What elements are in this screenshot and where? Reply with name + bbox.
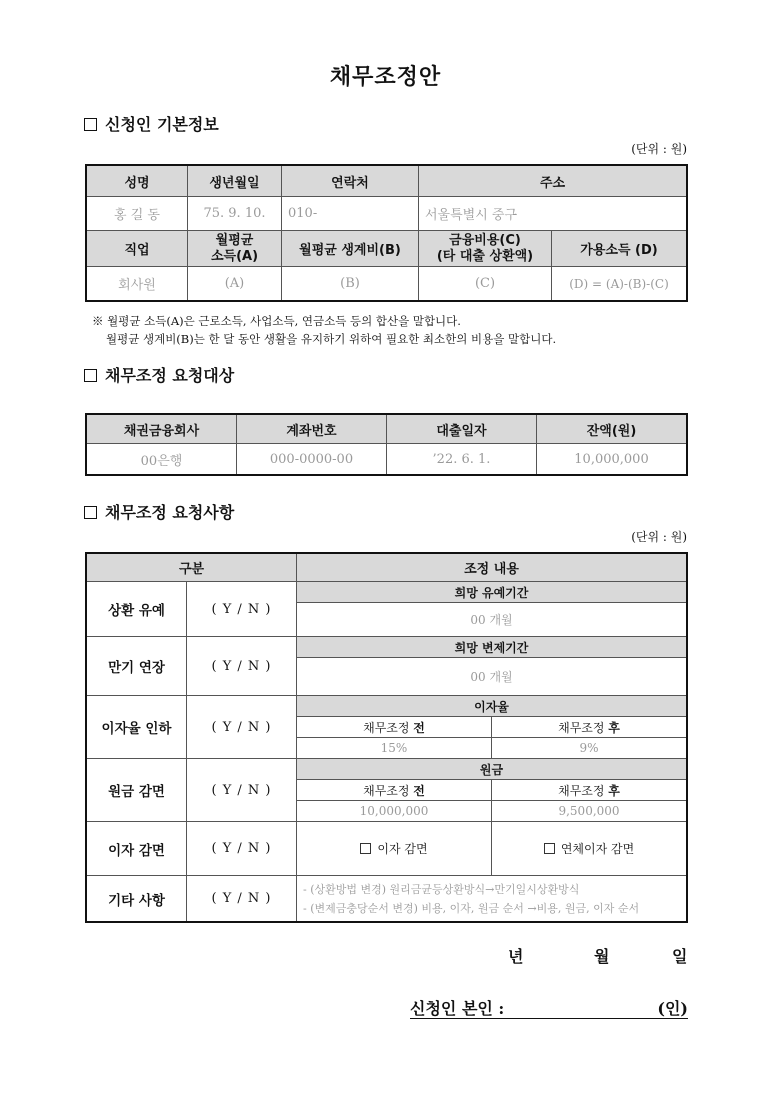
yn-interest-rate[interactable]: ( Y / N ) <box>187 696 297 759</box>
label-other: 기타 사항 <box>87 876 187 922</box>
value-balance: 10,000,000 <box>537 444 687 475</box>
square-bullet-icon <box>84 118 97 131</box>
value-living-cost: (B) <box>282 267 419 301</box>
header-category: 구분 <box>87 554 297 582</box>
value-occupation: 회사원 <box>87 267 188 301</box>
section-request-heading <box>84 500 234 523</box>
header-contact: 연락처 <box>282 166 419 197</box>
header-content: 조정 내용 <box>297 554 687 582</box>
after-label-text: 채무조정 <box>558 720 609 735</box>
target-table <box>86 414 687 475</box>
yn-deferral[interactable]: ( Y / N ) <box>187 582 297 637</box>
income-notes <box>92 312 556 348</box>
subheader-principal: 원금 <box>297 759 687 780</box>
principal-before-label <box>297 780 492 801</box>
interest-rate-before-label <box>297 717 492 738</box>
header-monthly-income-line1: 월평균 <box>215 232 254 248</box>
unit-label-2: (단위 : 원) <box>631 530 687 544</box>
value-creditor: 00은행 <box>87 444 237 475</box>
header-finance-cost <box>419 231 552 267</box>
other-details <box>297 876 687 922</box>
unit-label: (단위 : 원) <box>631 142 687 156</box>
label-extension: 만기 연장 <box>87 637 187 696</box>
signature-label: 신청인 본인 : <box>410 999 505 1018</box>
option-interest-waiver[interactable] <box>297 822 492 876</box>
subheader-deferral-period: 희망 유예기간 <box>297 582 687 603</box>
yn-other[interactable]: ( Y / N ) <box>187 876 297 922</box>
value-disposable-income: (D) = (A)-(B)-(C) <box>552 267 687 301</box>
option-late-interest-waiver[interactable] <box>492 822 687 876</box>
option-interest-waiver-label: 이자 감면 <box>377 842 428 856</box>
header-monthly-income-line2: 소득(A) <box>210 248 259 264</box>
date-month-label: 월 <box>594 947 610 966</box>
yn-interest-waiver[interactable]: ( Y / N ) <box>187 822 297 876</box>
value-monthly-income: (A) <box>188 267 282 301</box>
label-principal: 원금 감면 <box>87 759 187 822</box>
date-day-label: 일 <box>672 947 688 966</box>
label-interest-waiver: 이자 감면 <box>87 822 187 876</box>
document-title: 채무조정안 <box>329 64 442 90</box>
header-occupation: 직업 <box>87 231 188 267</box>
value-account: 000-0000-00 <box>237 444 387 475</box>
before-label-text: 채무조정 <box>363 720 414 735</box>
subheader-repayment-period: 희망 변제기간 <box>297 637 687 658</box>
header-creditor: 채권금융회사 <box>87 415 237 444</box>
note-line-2: 월평균 생계비(B)는 한 달 동안 생활을 유지하기 위하여 필요한 최소한의 비용을 말합니다. <box>106 332 557 346</box>
header-monthly-income <box>188 231 282 267</box>
checkbox-icon[interactable] <box>360 843 371 854</box>
header-living-cost: 월평균 생계비(B) <box>282 231 419 267</box>
subheader-interest-rate: 이자율 <box>297 696 687 717</box>
other-detail-line-1: - (상환방법 변경) 원리금균등상환방식→만기일시상환방식 <box>303 882 580 896</box>
header-balance: 잔액(원) <box>537 415 687 444</box>
request-table <box>86 553 687 922</box>
principal-before-value: 10,000,000 <box>297 801 492 822</box>
label-interest-rate: 이자율 인하 <box>87 696 187 759</box>
seal-mark: (인) <box>657 999 688 1018</box>
value-name: 홍 길 동 <box>87 197 188 231</box>
value-deferral-period: 00 개월 <box>297 603 687 637</box>
section-heading-text: 채무조정 요청사항 <box>105 503 235 522</box>
interest-rate-after-value: 9% <box>492 738 687 759</box>
before-label-text: 채무조정 <box>363 783 414 798</box>
note-line-1: ※ 월평균 소득(A)은 근로소득, 사업소득, 연금소득 등의 합산을 말합니다. <box>92 314 461 328</box>
section-applicant-info-heading <box>84 112 219 135</box>
value-birthdate: 75. 9. 10. <box>188 197 282 231</box>
section-heading-text: 채무조정 요청대상 <box>105 366 235 385</box>
value-loan-date: ’22. 6. 1. <box>387 444 537 475</box>
value-finance-cost: (C) <box>419 267 552 301</box>
section-heading-text: 신청인 기본정보 <box>105 115 219 134</box>
header-account: 계좌번호 <box>237 415 387 444</box>
square-bullet-icon <box>84 369 97 382</box>
square-bullet-icon <box>84 506 97 519</box>
principal-after-value: 9,500,000 <box>492 801 687 822</box>
yn-principal[interactable]: ( Y / N ) <box>187 759 297 822</box>
after-label-strong: 후 <box>608 783 620 798</box>
header-birthdate: 생년월일 <box>188 166 282 197</box>
before-label-strong: 전 <box>413 720 425 735</box>
section-target-heading <box>84 363 234 386</box>
header-loan-date: 대출일자 <box>387 415 537 444</box>
applicant-info-table <box>86 165 687 301</box>
header-address: 주소 <box>419 166 687 197</box>
checkbox-icon[interactable] <box>544 843 555 854</box>
interest-rate-before-value: 15% <box>297 738 492 759</box>
header-name: 성명 <box>87 166 188 197</box>
after-label-strong: 후 <box>608 720 620 735</box>
header-finance-cost-line1: 금융비용(C) <box>449 232 521 248</box>
label-deferral: 상환 유예 <box>87 582 187 637</box>
value-repayment-period: 00 개월 <box>297 658 687 696</box>
date-year-label: 년 <box>508 947 524 966</box>
after-label-text: 채무조정 <box>558 783 609 798</box>
value-contact: 010- <box>282 197 419 231</box>
other-detail-line-2: - (변제금충당순서 변경) 비용, 이자, 원금 순서 →비용, 원금, 이자 순서 <box>303 901 640 915</box>
yn-extension[interactable]: ( Y / N ) <box>187 637 297 696</box>
signature-line[interactable] <box>410 996 688 1019</box>
before-label-strong: 전 <box>413 783 425 798</box>
principal-after-label <box>492 780 687 801</box>
header-finance-cost-line2: (타 대출 상환액) <box>436 248 534 264</box>
interest-rate-after-label <box>492 717 687 738</box>
value-address: 서울특별시 중구 <box>419 197 687 231</box>
option-late-interest-waiver-label: 연체이자 감면 <box>560 842 635 856</box>
header-disposable-income: 가용소득 (D) <box>552 231 687 267</box>
